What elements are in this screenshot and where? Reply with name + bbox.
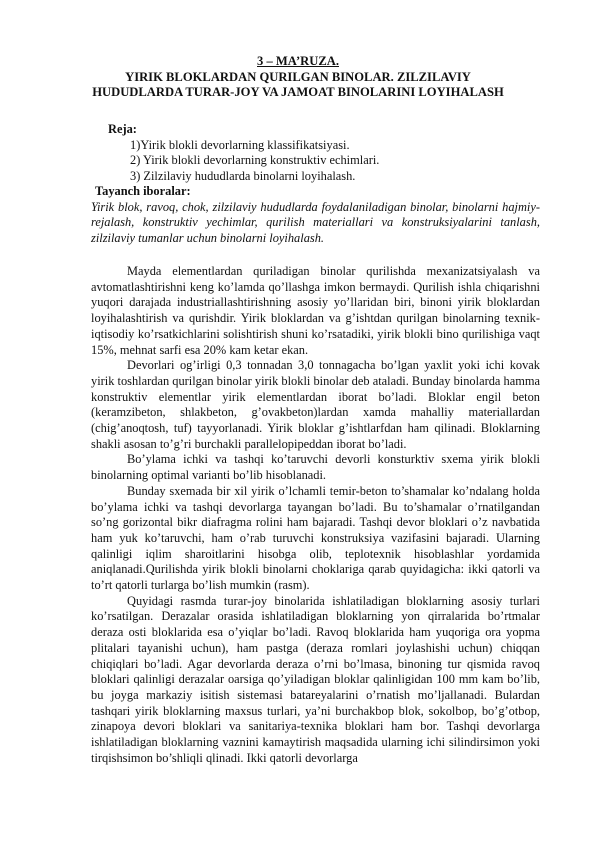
body-text (91, 264, 540, 767)
paragraph: Devorlari og’irligi 0,3 tonnadan 3,0 tonnagacha bo’lgan yaxlit yoki ichi kovak yirik toshlardan qurilgan binolar yirik blokli binolar deb ataladi. Bunday binolarda hamma konstruktiv elementlar yirik elementlardan iborat bo’ladi. Bloklar engil beton (keramzibeton, shlakbeton, g’ovakbeton)lardan xamda mahalliy materiallardan (chig’anoqtosh, tuf) tayyorlanadi. Yirik bloklar g’ishtlarfdan ham qilinadi. Bloklarning shakli asosan to’g’ri burchakli parallelopipeddan iborat bo’ladi. (91, 358, 540, 451)
keywords-text: Yirik blok, ravoq, chok, zilzilaviy hududlarda foydalaniladigan binolar, binolarni hajmiy-rejalash, konstruktiv yechimlar, qurilish materiallari va konstruksiyalarini tanlash, zilzilaviy tumanlar uchun binolarni loyihalash. (91, 199, 540, 246)
lecture-title (0, 54, 596, 101)
paragraph: Bunday sxemada bir xil yirik o’lchamli temir-beton to’shamalar ko’ndalang holda bo’ylama ichki va tashqi devorlarga tayangan bo’ladi. Bu to’shamalar o’rnatilgandan so’ng gorizontal bikr diafragma rolini ham bajaradi. Tashqi devor bloklari o’z navbatida ham yuk ko’taruvchi, ham o’rab turuvchi konstruksiya vazifasini bajaradi. Ularning qalinligi iqlim sharoitlarini hisobga olib, teplotexnik hisoblashlar yordamida aniqlanadi.Qurilishda yirik blokli binolarni choklariga qarab quyidagicha: ikki qatorli va to’rt qatorli turlarga bo’lish mumkin (rasm). (91, 483, 540, 593)
keywords-label: Tayanch iboralar: (95, 184, 191, 198)
plan-item: 2) Yirik blokli devorlarning konstruktiv echimlari. (130, 153, 380, 168)
paragraph: Bo’ylama ichki va tashqi ko’taruvchi devorli konsturktiv sxema yirik blokli binolarning optimal varianti bo’lib hisoblanadi. (91, 452, 540, 483)
plan-item: 3) Zilzilaviy hududlarda binolarni loyihalash. (130, 169, 356, 184)
keywords-section (91, 184, 540, 247)
plan-item: 1)Yirik blokli devorlarning klassifikatsiyasi. (130, 137, 350, 152)
paragraph: Quyidagi rasmda turar-joy binolarida ishlatiladigan bloklarning asosiy turlari ko’rsatilgan. Derazalar orasida ishlatiladigan bloklarning yon qirralarida bo’rtmalar deraza osti bloklarida esa o’yiqlar bo’ladi. Ravoq bloklarida ham yuqoriga ora yopma plitalari tayanishi uchun), ham pastga (deraza romlari joylashishi uchun) chiqqan chiqiqlari bo’ladi. Agar devorlarda deraza o’rni bo’lmasa, binoning tur qismida ravoq bloklari qalinligi derazalar oarsiga qo’yiladigan bloklar qalinligidan 100 mm kam bo’lib, bu joyga markaziy isitish sistemasi batareyalarini o’rnatish mo’ljallanadi. Bulardan tashqari yirik bloklarning maxsus turlari, ya’ni burchakbop blok, sokolbop, bo’g’otbop, zinapoya devori bloklari va sanitariya-texnika bloklari ham bor. Tashqi devorlarga ishlatiladigan bloklarning vaznini kamaytirish maqsadida ularning ichi silindirsimon yoki tirqishsimon bo’shliqli qlinadi. Ikki qatorli devorlarga (91, 593, 540, 765)
paragraph: Mayda elementlardan quriladigan binolar qurilishda mexanizatsiyalash va avtomatlashtirishni keng ko’lamda qo’llashga imkon bermaydi. Qurilish ishla chiqarishni yuqori darajada industriallashtirishning asosiy yo’llaridan biri, binoni yirik bloklardan loyihalashtirish va qurishdir. Yirik bloklardan va g’ishtdan qurilgan binolarning texnik-iqtisodiy ko’rsatkichlarini solishtirish shuni ko’rsatadiki, yirik blokli bino qurilishiga vaqt 15%, mehnat sarfi esa 20% kam ketar ekan. (91, 264, 540, 357)
plan-label: Reja: (108, 122, 137, 136)
lecture-title-line: HUDUDLARDA TURAR-JOY VA JAMOAT BINOLARINI LOYIHALASH (92, 85, 504, 100)
lecture-title-line: YIRIK BLOKLARDAN QURILGAN BINOLAR. ZILZILAVIY (125, 69, 471, 84)
lecture-number: 3 – MA’RUZA. (257, 54, 339, 68)
plan-section (108, 122, 379, 185)
